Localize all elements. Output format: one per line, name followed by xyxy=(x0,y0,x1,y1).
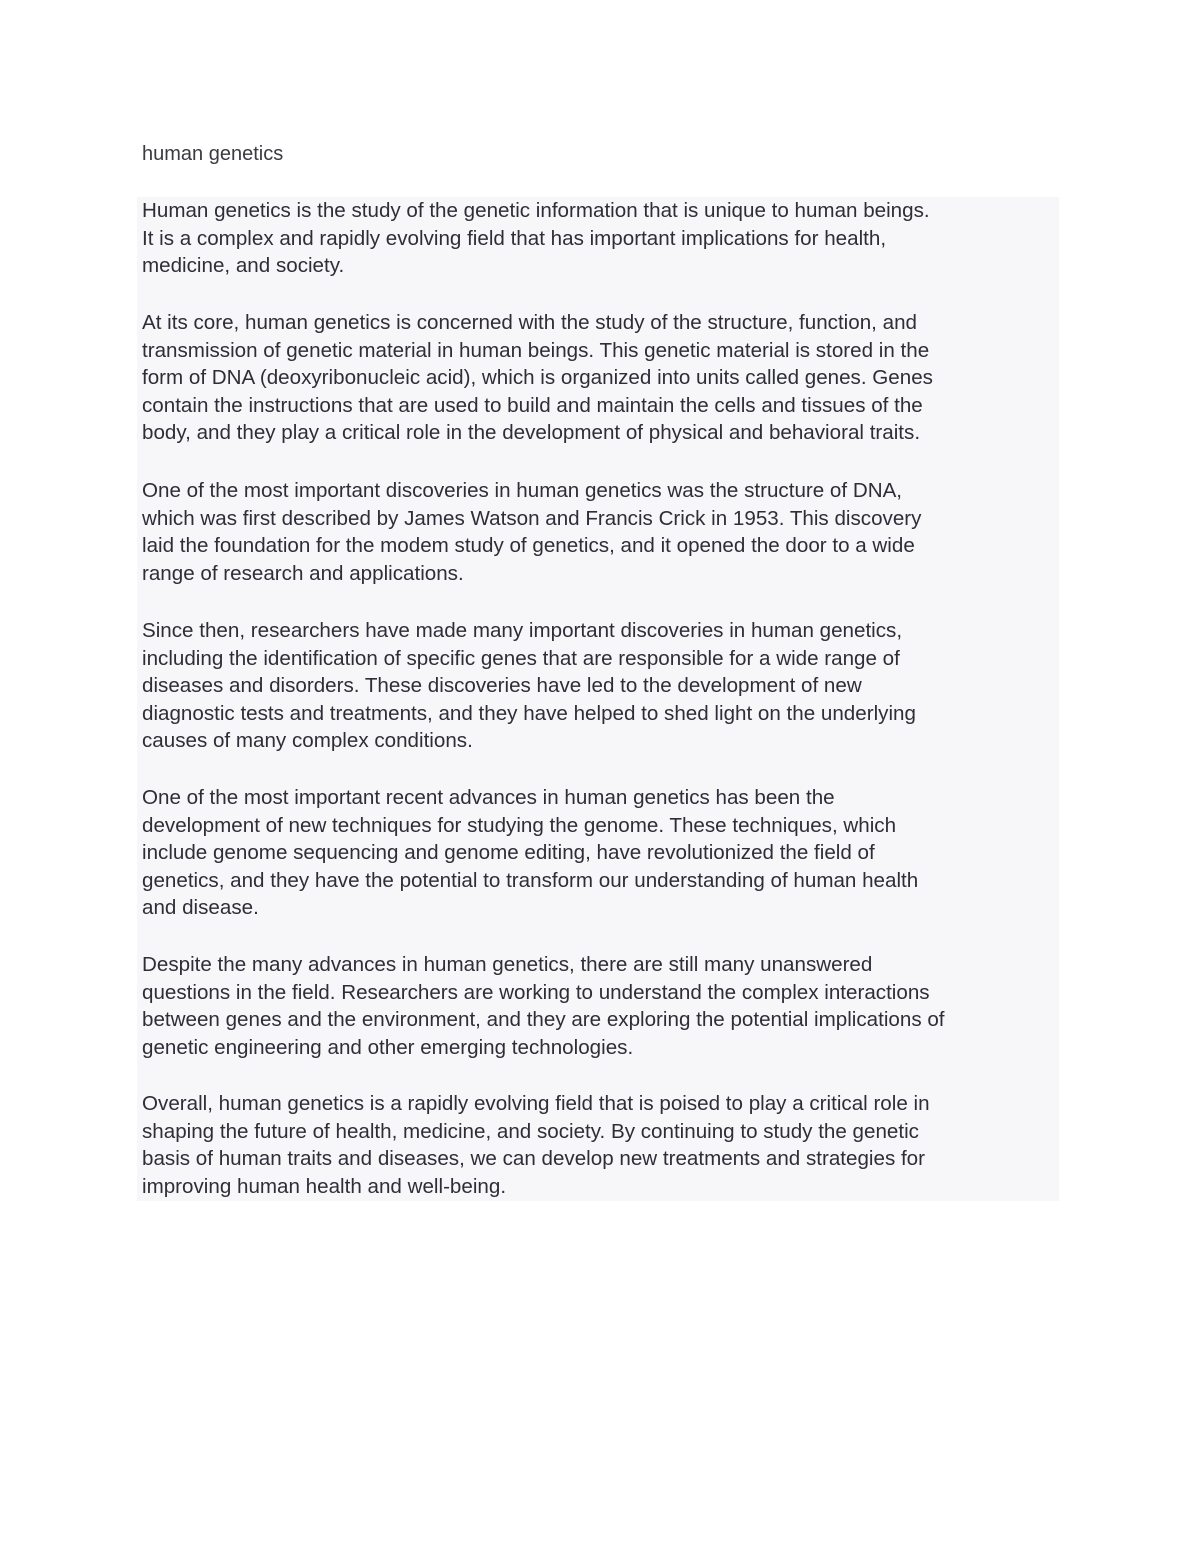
paragraph: Overall, human genetics is a rapidly evolving field that is poised to play a critical role in shaping the future of health, medicine, and society. By continuing to study the genetic basis of human traits and diseases, we can develop new treatments and strategies for improving human health and well-being. xyxy=(142,1092,930,1198)
paragraph: One of the most important discoveries in human genetics was the structure of DNA, which was first described by James Watson and Francis Crick in 1953. This discovery laid the foundation for the modem study of genetics, and it opened the door to a wide range of research and applications. xyxy=(142,479,922,585)
document-title: human genetics xyxy=(142,143,284,165)
paragraph: Since then, researchers have made many important discoveries in human genetics, including the identification of specific genes that are responsible for a wide range of diseases and disorders. These discoveries have led to the development of new diagnostic tests and treatments, and they have helped to shed light on the underlying causes of many complex conditions. xyxy=(142,619,916,752)
paragraph: Despite the many advances in human genetics, there are still many unanswered questions in the field. Researchers are working to understand the complex interactions between genes and the environment, and they are exploring the potential implications of genetic engineering and other emerging technologies. xyxy=(142,953,945,1059)
paragraph: Human genetics is the study of the genetic information that is unique to human beings. It is a complex and rapidly evolving field that has important implications for health, medicine, and society. xyxy=(142,199,930,277)
paragraph: One of the most important recent advances in human genetics has been the development of new techniques for studying the genome. These techniques, which include genome sequencing and genome editing, have revolutionized the field of genetics, and they have the potential to transform our understanding of human health and disease. xyxy=(142,786,919,919)
document-body xyxy=(137,197,1059,1201)
paragraph: At its core, human genetics is concerned with the study of the structure, function, and transmission of genetic material in human beings. This genetic material is stored in the form of DNA (deoxyribonucleic acid), which is organized into units called genes. Genes contain the instructions that are used to build and maintain the cells and tissues of the body, and they play a critical role in the development of physical and behavioral traits. xyxy=(142,311,933,444)
